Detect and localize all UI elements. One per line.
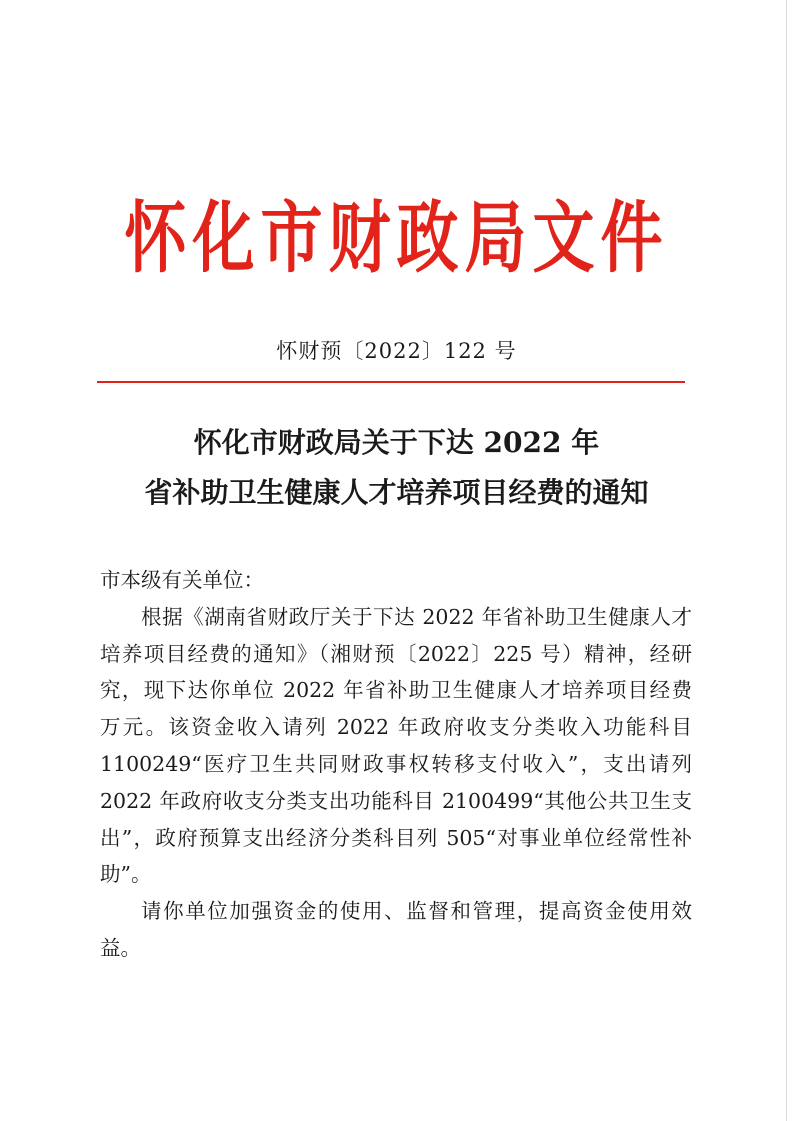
masthead-title: 怀化市财政局文件 — [124, 191, 669, 283]
paragraph-1-line: 助”。 — [100, 862, 152, 887]
paragraph-1-line: 出”，政府预算支出经济分类科目列 505“对事业单位经常性补 — [100, 825, 692, 850]
paragraph-1-line: 培养项目经费的通知》（湘财预〔2022〕225 号）精神，经研 — [100, 641, 692, 666]
paragraph-1-line: 究，现下达你单位 2022 年省补助卫生健康人才培养项目经费 — [100, 678, 692, 703]
paragraph-2 — [100, 893, 692, 967]
notice-title — [0, 418, 793, 518]
paragraph-1-line: 2022 年政府收支分类支出功能科目 2100499“其他公共卫生支 — [100, 788, 692, 813]
addressee: 市本级有关单位： — [100, 568, 264, 592]
notice-title-line-1: 怀化市财政局关于下达 2022 年 — [193, 426, 600, 459]
paragraph-1 — [100, 599, 692, 893]
paragraph-2-line: 益。 — [100, 935, 141, 960]
red-divider-line — [97, 381, 685, 383]
paragraph-1-line: 万元。该资金收入请列 2022 年政府收支分类收入功能科目 — [100, 715, 692, 740]
notice-title-line-2: 省补助卫生健康人才培养项目经费的通知 — [144, 476, 649, 509]
notice-body — [100, 562, 692, 967]
scan-edge-line — [786, 0, 787, 1121]
document-number: 怀财预〔2022〕122 号 — [276, 339, 517, 363]
paragraph-1-line: 根据《湖南省财政厅关于下达 2022 年省补助卫生健康人才 — [141, 604, 692, 629]
paragraph-2-line: 请你单位加强资金的使用、监督和管理，提高资金使用效 — [141, 899, 692, 924]
paragraph-1-line: 1100249“医疗卫生共同财政事权转移支付收入”，支出请列 — [100, 751, 692, 776]
